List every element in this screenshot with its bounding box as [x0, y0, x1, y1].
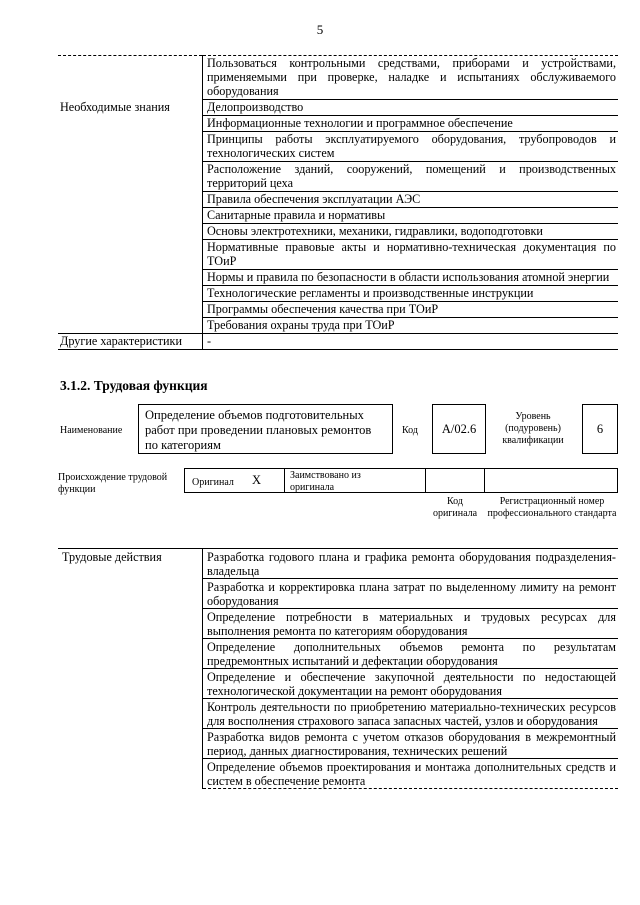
knowledge-item: Нормы и правила по безопасности в области использования атомной энергии — [203, 270, 619, 286]
registration-caption: Регистрационный номер профессионального стандарта — [487, 496, 617, 519]
action-item: Разработка годового плана и графика ремонта оборудования подразделения-владельца — [203, 549, 619, 579]
qualification-level: 6 — [582, 404, 618, 454]
action-item: Контроль деятельности по приобретению материально-технических ресурсов для восполнения страхового запаса запасных частей, узлов и оборудования — [203, 699, 619, 729]
knowledge-item: Нормативные правовые акты и нормативно-техническая документация по ТОиР — [203, 240, 619, 270]
name-label: Наименование — [60, 425, 123, 436]
knowledge-item: Расположение зданий, сооружений, помещений и производственных территорий цеха — [203, 162, 619, 192]
knowledge-item: Основы электротехники, механики, гидравлики, водоподготовки — [203, 224, 619, 240]
knowledge-item: Технологические регламенты и производственные инструкции — [203, 286, 619, 302]
knowledge-item: Правила обеспечения эксплуатации АЭС — [203, 192, 619, 208]
skill-item: Пользоваться контрольными средствами, приборами и устройствами, применяемыми при проверке, наладке и испытаниях обслуживаемого оборудования — [203, 56, 619, 100]
knowledge-item: Программы обеспечения качества при ТОиР — [203, 302, 619, 318]
actions-table — [58, 548, 618, 789]
original-label: Оригинал — [192, 477, 234, 488]
action-item: Определение объемов проектирования и монтажа дополнительных средств и систем в обеспечение ремонта — [203, 759, 619, 789]
other-characteristics-value: - — [203, 334, 619, 350]
knowledge-item: Принципы работы эксплуатируемого оборудования, трубопроводов и технологических систем — [203, 132, 619, 162]
code-caption: Код оригинала — [432, 496, 478, 519]
action-item: Определение дополнительных объемов ремонта по результатам предремонтных испытаний и дефектации оборудования — [203, 639, 619, 669]
borrowed-label: Заимствовано из оригинала — [290, 470, 361, 493]
knowledge-label: Необходимые знания — [58, 100, 203, 334]
code-label: Код — [402, 425, 418, 436]
other-characteristics-label: Другие характеристики — [58, 334, 203, 350]
function-name: Определение объемов подготовительных работ при проведении плановых ремонтов по категориям — [138, 404, 393, 454]
original-mark: X — [252, 473, 262, 487]
origin-row — [184, 468, 618, 493]
page-number: 5 — [316, 22, 324, 37]
level-label: Уровень (подуровень) квалификации — [502, 411, 564, 446]
section-header: 3.1.2. Трудовая функция — [60, 378, 208, 393]
knowledge-table — [58, 55, 618, 350]
knowledge-item: Информационные технологии и программное обеспечение — [203, 116, 619, 132]
knowledge-item: Требования охраны труда при ТОиР — [203, 318, 619, 334]
action-item: Разработка и корректировка плана затрат по выделенному лимиту на ремонт оборудования — [203, 579, 619, 609]
actions-label: Трудовые действия — [58, 549, 203, 789]
function-code: A/02.6 — [432, 404, 486, 454]
knowledge-item: Делопроизводство — [203, 100, 619, 116]
action-item: Определение потребности в материальных и трудовых ресурсах для выполнения ремонта по категориям оборудования — [203, 609, 619, 639]
action-item: Определение и обеспечение закупочной деятельности по недостающей технологической документации на ремонт оборудования — [203, 669, 619, 699]
action-item: Разработка видов ремонта с учетом отказов оборудования в межремонтный период, данных диагностирования, технических решений — [203, 729, 619, 759]
knowledge-item: Санитарные правила и нормативы — [203, 208, 619, 224]
origin-label: Происхождение трудовой функции — [58, 472, 168, 495]
